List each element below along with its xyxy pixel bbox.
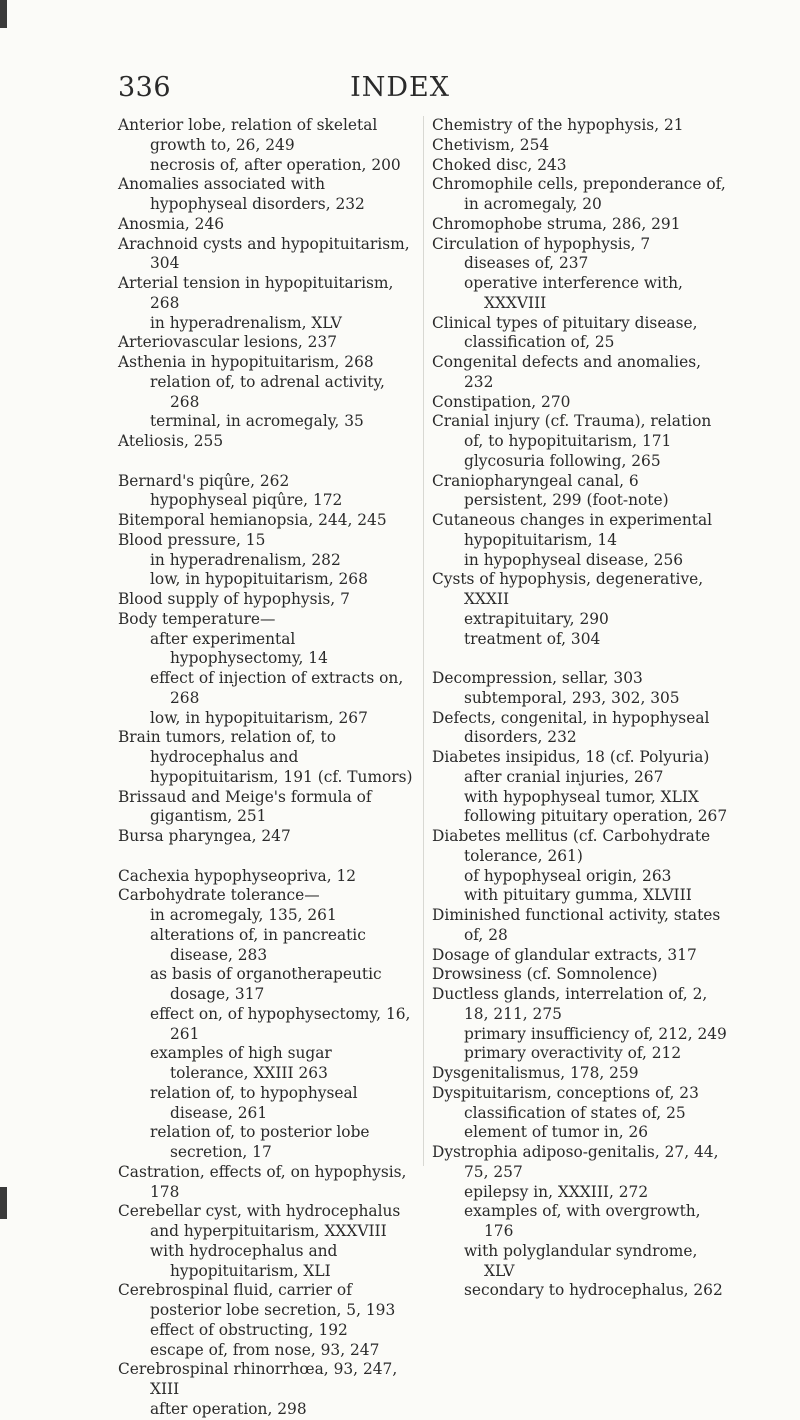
binding-mark-bottom — [0, 1187, 7, 1219]
index-subentry: primary overactivity of, 212 — [464, 1044, 682, 1063]
index-subentry: persistent, 299 (foot-note) — [464, 491, 669, 510]
index-subentry: following pituitary operation, 267 — [464, 807, 728, 826]
index-entry: Dysgenitalismus, 178, 259 — [432, 1064, 639, 1082]
index-entry: Blood supply of hypophysis, 7 — [118, 590, 350, 608]
index-entry: Body temperature— — [118, 609, 276, 628]
index-entry: Cerebrospinal rhinorrhœa, 93, 247, XIII — [118, 1360, 398, 1398]
index-entry: Cerebrospinal fluid, carrier of posterior lobe secretion, 5, 193 — [118, 1281, 396, 1319]
index-subentry: in hyperadrenalism, XLV — [150, 313, 342, 332]
index-entry: Brain tumors, relation of, to hydrocephalus and hypopituitarism, 191 (cf. Tumors) — [118, 728, 413, 786]
index-subentry: epilepsy in, XXXIII, 272 — [464, 1182, 649, 1201]
index-subentry: low, in hypopituitarism, 268 — [150, 570, 368, 589]
index-entry: Arteriovascular lesions, 237 — [118, 333, 338, 352]
index-entry: Decompression, sellar, 303 — [432, 669, 643, 687]
index-subentry: effect of obstructing, 192 — [150, 1320, 348, 1339]
index-subentry: with polyglandular syndrome, XLV — [464, 1241, 698, 1280]
index-entry: Brissaud and Meige's formula of gigantism, 251 — [118, 787, 372, 826]
index-subentry: after cranial injuries, 267 — [464, 767, 664, 786]
index-subentry: operative interference with, XXXVIII — [464, 274, 683, 312]
index-subentry: classification of states of, 25 — [464, 1103, 686, 1122]
index-subentry: hypophyseal piqûre, 172 — [150, 491, 343, 510]
binding-mark-top — [0, 0, 7, 28]
index-subentry: with hypophyseal tumor, XLIX — [464, 787, 699, 806]
index-entry: Arterial tension in hypopituitarism, 268 — [118, 274, 394, 312]
index-entry: Cachexia hypophyseopriva, 12 — [118, 866, 357, 885]
column-divider — [423, 116, 424, 1166]
index-subentry: in hypophyseal disease, 256 — [464, 550, 684, 569]
index-entry: Castration, effects of, on hypophysis, 178 — [118, 1162, 407, 1201]
index-entry: Ateliosis, 255 — [118, 432, 224, 450]
index-subentry: effect of injection of extracts on, 268 — [150, 669, 404, 707]
page-number: 336 — [118, 72, 172, 103]
index-entry: Clinical types of pituitary disease, classification of, 25 — [432, 313, 698, 352]
index-subentry: effect on, of hypophysectomy, 16, 261 — [150, 1004, 411, 1043]
index-column-left — [118, 116, 414, 1420]
index-entry: Carbohydrate tolerance— — [118, 886, 320, 905]
index-entry: Bursa pharyngea, 247 — [118, 827, 291, 845]
index-entry: Drowsiness (cf. Somnolence) — [432, 965, 658, 984]
index-column-right — [432, 116, 732, 1301]
index-subentry: in acromegaly, 135, 261 — [150, 906, 337, 924]
index-entry: Craniopharyngeal canal, 6 — [432, 471, 639, 490]
index-subentry: glycosuria following, 265 — [464, 451, 661, 470]
index-subentry: low, in hypopituitarism, 267 — [150, 708, 368, 727]
index-subentry: primary insufficiency of, 212, 249 — [464, 1024, 727, 1043]
index-entry: Dosage of glandular extracts, 317 — [432, 945, 697, 964]
index-subentry: relation of, to hypophyseal disease, 261 — [150, 1083, 358, 1122]
index-entry: Arachnoid cysts and hypopituitarism, 304 — [118, 234, 410, 273]
index-subentry: element of tumor in, 26 — [464, 1123, 649, 1142]
index-subentry: subtemporal, 293, 302, 305 — [464, 688, 680, 707]
index-entry: Asthenia in hypopituitarism, 268 — [118, 353, 374, 371]
index-entry: Congenital defects and anomalies, 232 — [432, 353, 701, 391]
index-entry: Anomalies associated with hypophyseal disorders, 232 — [118, 175, 365, 213]
index-entry: Chromophobe struma, 286, 291 — [432, 214, 681, 233]
index-subentry: after operation, 298 — [150, 1399, 307, 1418]
page-header — [0, 72, 800, 112]
index-subentry: with pituitary gumma, XLVIII — [464, 886, 692, 905]
index-subentry: examples of high sugar tolerance, XXIII 263 — [150, 1044, 332, 1082]
index-subentry: after experimental hypophysectomy, 14 — [150, 629, 328, 668]
index-entry: Cranial injury (cf. Trauma), relation of, to hypopituitarism, 171 — [432, 412, 712, 450]
index-entry: Chetivism, 254 — [432, 135, 550, 154]
index-subentry: in hyperadrenalism, 282 — [150, 550, 341, 569]
index-subentry: escape of, from nose, 93, 247 — [150, 1340, 380, 1359]
index-entry: Ductless glands, interrelation of, 2, 18, 211, 275 — [432, 985, 708, 1023]
index-subentry: examples of, with overgrowth, 176 — [464, 1202, 701, 1240]
index-subentry: with hydrocephalus and hypopituitarism, XLI — [150, 1241, 338, 1280]
index-entry: Choked disc, 243 — [432, 155, 567, 174]
index-subentry: relation of, to adrenal activity, 268 — [150, 372, 385, 411]
index-entry: Chemistry of the hypophysis, 21 — [432, 116, 684, 134]
index-entry: Cysts of hypophysis, degenerative, XXXII — [432, 570, 704, 608]
index-entry: Constipation, 270 — [432, 392, 571, 411]
index-subentry: terminal, in acromegaly, 35 — [150, 412, 364, 431]
index-subentry: alterations of, in pancreatic disease, 283 — [150, 925, 366, 964]
index-entry: Dyspituitarism, conceptions of, 23 — [432, 1083, 699, 1102]
index-subentry: treatment of, 304 — [464, 629, 601, 648]
index-subentry: as basis of organotherapeutic dosage, 317 — [150, 965, 382, 1003]
index-subentry: necrosis of, after operation, 200 — [150, 155, 401, 174]
index-entry: Cerebellar cyst, with hydrocephalus and hyperpituitarism, XXXVIII — [118, 1202, 401, 1240]
index-entry: Bitemporal hemianopsia, 244, 245 — [118, 511, 387, 529]
running-title: INDEX — [350, 72, 450, 103]
index-entry: Diminished functional activity, states of, 28 — [432, 906, 721, 944]
index-subentry: secondary to hydrocephalus, 262 — [464, 1281, 723, 1300]
index-entry: Defects, congenital, in hypophyseal disorders, 232 — [432, 708, 710, 747]
index-subentry: diseases of, 237 — [464, 254, 589, 273]
index-entry: Blood pressure, 15 — [118, 530, 266, 549]
index-entry: Circulation of hypophysis, 7 — [432, 234, 651, 253]
index-subentry: extrapituitary, 290 — [464, 609, 609, 628]
index-entry: Cutaneous changes in experimental hypopituitarism, 14 — [432, 511, 713, 549]
index-subentry: relation of, to posterior lobe secretion, 17 — [150, 1123, 370, 1161]
index-entry: Anterior lobe, relation of skeletal growth to, 26, 249 — [118, 116, 378, 154]
index-entry: Diabetes mellitus (cf. Carbohydrate tolerance, 261) — [432, 827, 711, 865]
index-entry: Diabetes insipidus, 18 (cf. Polyuria) — [432, 748, 710, 766]
index-entry: Chromophile cells, preponderance of, in acromegaly, 20 — [432, 175, 726, 213]
index-subentry: of hypophyseal origin, 263 — [464, 866, 672, 885]
index-entry: Bernard's piqûre, 262 — [118, 471, 290, 490]
index-entry: Anosmia, 246 — [118, 214, 225, 233]
index-entry: Dystrophia adiposo-genitalis, 27, 44, 75, 257 — [432, 1143, 719, 1181]
